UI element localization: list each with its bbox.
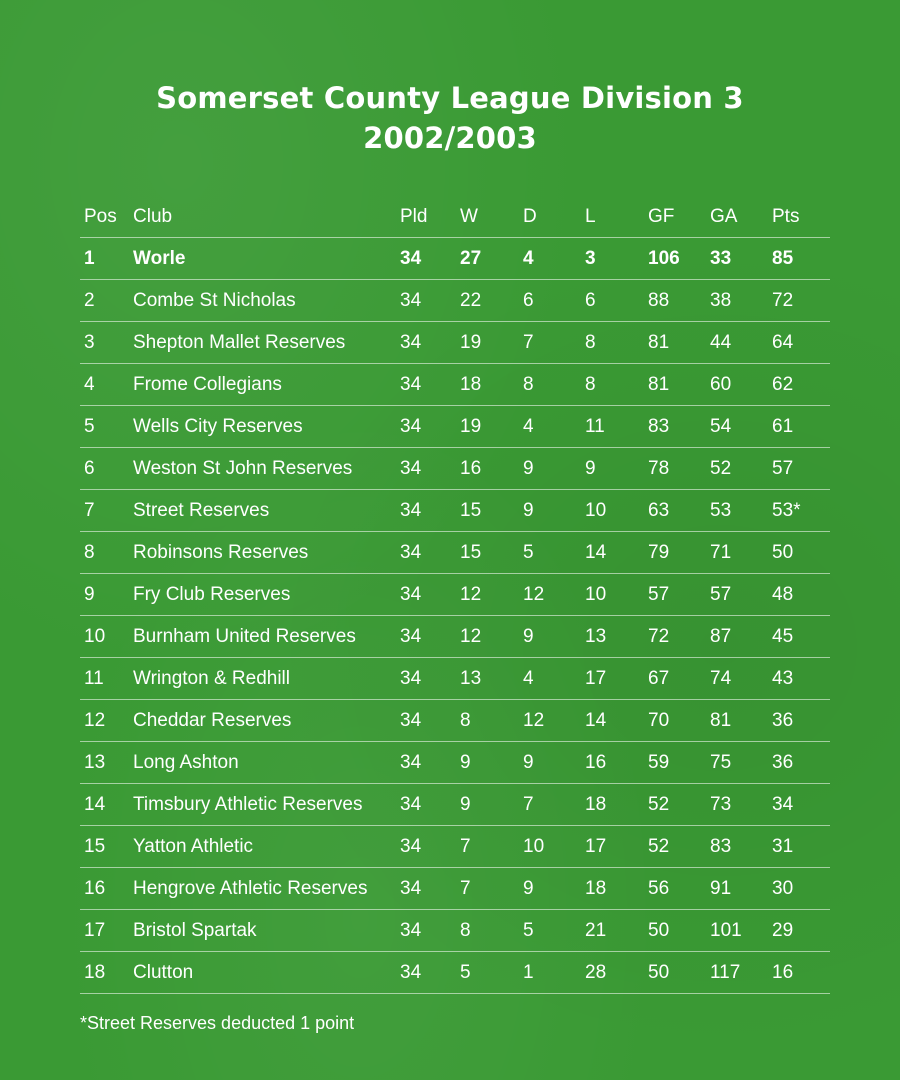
cell-ga: 33 (710, 248, 732, 269)
cell-ga: 53 (710, 500, 732, 521)
cell-pos: 11 (84, 668, 104, 689)
cell-pld: 34 (400, 626, 422, 647)
header-ga: GA (710, 206, 738, 227)
cell-ga: 91 (710, 878, 732, 899)
header-pts: Pts (772, 206, 800, 227)
cell-pld: 34 (400, 752, 422, 773)
cell-pts: 64 (772, 332, 794, 353)
cell-gf: 70 (648, 710, 670, 731)
cell-pts: 29 (772, 920, 794, 941)
footnote: *Street Reserves deducted 1 point (80, 1013, 355, 1033)
cell-club: Shepton Mallet Reserves (133, 332, 346, 353)
table-row (80, 532, 830, 574)
cell-club: Weston St John Reserves (133, 458, 353, 479)
cell-d: 7 (523, 794, 534, 815)
cell-w: 27 (460, 248, 482, 269)
cell-pos: 1 (84, 248, 95, 269)
cell-club: Long Ashton (133, 752, 239, 773)
table-row (80, 574, 830, 616)
table-row (80, 700, 830, 742)
cell-ga: 60 (710, 374, 732, 395)
cell-d: 8 (523, 374, 534, 395)
cell-pos: 16 (84, 878, 106, 899)
cell-ga: 54 (710, 416, 732, 437)
cell-d: 6 (523, 290, 534, 311)
cell-w: 16 (460, 458, 482, 479)
cell-pos: 10 (84, 626, 106, 647)
cell-d: 5 (523, 542, 534, 563)
cell-pld: 34 (400, 584, 422, 605)
cell-pos: 5 (84, 416, 95, 437)
cell-w: 7 (460, 836, 471, 857)
cell-club: Hengrove Athletic Reserves (133, 878, 368, 899)
cell-ga: 52 (710, 458, 732, 479)
cell-club: Robinsons Reserves (133, 542, 309, 563)
cell-club: Timsbury Athletic Reserves (133, 794, 363, 815)
cell-l: 18 (585, 878, 607, 899)
cell-pos: 3 (84, 332, 95, 353)
cell-l: 8 (585, 374, 596, 395)
cell-gf: 81 (648, 374, 670, 395)
cell-pld: 34 (400, 500, 422, 521)
cell-w: 8 (460, 920, 471, 941)
cell-w: 7 (460, 878, 471, 899)
league-table (80, 196, 830, 994)
table-row (80, 658, 830, 700)
cell-gf: 78 (648, 458, 670, 479)
cell-w: 18 (460, 374, 482, 395)
cell-d: 10 (523, 836, 545, 857)
cell-pld: 34 (400, 374, 422, 395)
cell-pts: 85 (772, 248, 794, 269)
cell-w: 13 (460, 668, 482, 689)
cell-pts: 61 (772, 416, 794, 437)
cell-pos: 4 (84, 374, 95, 395)
cell-d: 4 (523, 668, 534, 689)
header-l: L (585, 206, 596, 227)
cell-pts: 57 (772, 458, 794, 479)
cell-d: 9 (523, 626, 534, 647)
cell-pts: 50 (772, 542, 794, 563)
cell-pos: 17 (84, 920, 106, 941)
cell-pts: 43 (772, 668, 794, 689)
cell-pos: 15 (84, 836, 106, 857)
cell-l: 14 (585, 710, 607, 731)
table-row (80, 364, 830, 406)
cell-l: 8 (585, 332, 596, 353)
cell-club: Frome Collegians (133, 374, 282, 395)
cell-d: 12 (523, 584, 545, 605)
cell-pts: 36 (772, 710, 794, 731)
header-pos: Pos (84, 206, 117, 227)
cell-d: 9 (523, 500, 534, 521)
cell-l: 28 (585, 962, 607, 983)
cell-d: 9 (523, 458, 534, 479)
cell-pld: 34 (400, 920, 422, 941)
cell-pts: 36 (772, 752, 794, 773)
cell-club: Clutton (133, 962, 194, 983)
cell-pld: 34 (400, 836, 422, 857)
cell-club: Bristol Spartak (133, 920, 257, 941)
cell-pos: 18 (84, 962, 106, 983)
header-pld: Pld (400, 206, 428, 227)
table-row (80, 784, 830, 826)
cell-pts: 48 (772, 584, 794, 605)
cell-pld: 34 (400, 458, 422, 479)
cell-pts: 31 (772, 836, 794, 857)
cell-pld: 34 (400, 878, 422, 899)
cell-ga: 74 (710, 668, 732, 689)
cell-gf: 52 (648, 836, 670, 857)
header-gf: GF (648, 206, 675, 227)
cell-l: 13 (585, 626, 607, 647)
cell-w: 19 (460, 332, 482, 353)
cell-club: Burnham United Reserves (133, 626, 356, 647)
cell-pld: 34 (400, 332, 422, 353)
cell-pos: 7 (84, 500, 95, 521)
cell-l: 3 (585, 248, 596, 269)
cell-ga: 57 (710, 584, 732, 605)
cell-gf: 56 (648, 878, 670, 899)
cell-d: 4 (523, 416, 534, 437)
cell-d: 7 (523, 332, 534, 353)
cell-ga: 83 (710, 836, 732, 857)
cell-w: 15 (460, 500, 482, 521)
cell-d: 4 (523, 248, 534, 269)
cell-w: 22 (460, 290, 482, 311)
cell-d: 1 (523, 962, 534, 983)
cell-gf: 52 (648, 794, 670, 815)
cell-club: Wells City Reserves (133, 416, 303, 437)
cell-d: 5 (523, 920, 534, 941)
cell-l: 10 (585, 584, 607, 605)
cell-pos: 6 (84, 458, 95, 479)
title-line-2: 2002/2003 (363, 121, 537, 155)
cell-ga: 44 (710, 332, 732, 353)
cell-w: 9 (460, 752, 471, 773)
cell-pts: 72 (772, 290, 794, 311)
cell-gf: 81 (648, 332, 670, 353)
cell-pos: 2 (84, 290, 95, 311)
cell-pld: 34 (400, 416, 422, 437)
table-row (80, 280, 830, 322)
table-body (80, 238, 830, 994)
cell-gf: 88 (648, 290, 670, 311)
cell-gf: 83 (648, 416, 670, 437)
table-row (80, 742, 830, 784)
table-row (80, 490, 830, 532)
cell-pos: 9 (84, 584, 95, 605)
title-line-1: Somerset County League Division 3 (156, 81, 744, 115)
header-club: Club (133, 206, 173, 227)
table-row (80, 952, 830, 994)
table-row (80, 406, 830, 448)
cell-l: 14 (585, 542, 607, 563)
cell-pld: 34 (400, 962, 422, 983)
cell-l: 17 (585, 836, 607, 857)
cell-pts: 45 (772, 626, 794, 647)
table-row (80, 868, 830, 910)
cell-l: 17 (585, 668, 607, 689)
header-w: W (460, 206, 478, 227)
cell-ga: 38 (710, 290, 732, 311)
table-row (80, 238, 830, 280)
cell-d: 9 (523, 878, 534, 899)
cell-club: Fry Club Reserves (133, 584, 291, 605)
table-row (80, 616, 830, 658)
cell-ga: 81 (710, 710, 732, 731)
cell-pld: 34 (400, 794, 422, 815)
cell-l: 11 (585, 416, 605, 437)
cell-ga: 71 (710, 542, 732, 563)
cell-l: 18 (585, 794, 607, 815)
cell-gf: 67 (648, 668, 670, 689)
cell-gf: 57 (648, 584, 670, 605)
cell-pld: 34 (400, 710, 422, 731)
cell-d: 9 (523, 752, 534, 773)
cell-gf: 63 (648, 500, 670, 521)
table-header-row (80, 196, 830, 238)
cell-w: 5 (460, 962, 471, 983)
cell-l: 21 (585, 920, 607, 941)
table-row (80, 910, 830, 952)
cell-gf: 50 (648, 920, 670, 941)
cell-pld: 34 (400, 290, 422, 311)
cell-pts: 16 (772, 962, 794, 983)
cell-gf: 106 (648, 248, 680, 269)
cell-w: 12 (460, 626, 482, 647)
cell-club: Wrington & Redhill (133, 668, 291, 689)
cell-gf: 72 (648, 626, 670, 647)
page-title (0, 78, 900, 158)
cell-pts: 30 (772, 878, 794, 899)
cell-pld: 34 (400, 542, 422, 563)
table-row (80, 322, 830, 364)
cell-club: Cheddar Reserves (133, 710, 292, 731)
cell-ga: 117 (710, 962, 741, 983)
cell-gf: 59 (648, 752, 670, 773)
cell-w: 9 (460, 794, 471, 815)
cell-w: 8 (460, 710, 471, 731)
cell-l: 10 (585, 500, 607, 521)
cell-ga: 87 (710, 626, 732, 647)
cell-pts: 62 (772, 374, 794, 395)
table-row (80, 826, 830, 868)
cell-club: Worle (133, 248, 186, 269)
cell-d: 12 (523, 710, 545, 731)
header-d: D (523, 206, 537, 227)
cell-pos: 13 (84, 752, 106, 773)
cell-pts: 53* (772, 500, 801, 521)
cell-gf: 50 (648, 962, 670, 983)
cell-pos: 8 (84, 542, 95, 563)
cell-ga: 73 (710, 794, 732, 815)
cell-l: 6 (585, 290, 596, 311)
cell-w: 12 (460, 584, 482, 605)
cell-pos: 12 (84, 710, 106, 731)
cell-gf: 79 (648, 542, 670, 563)
cell-w: 19 (460, 416, 482, 437)
cell-w: 15 (460, 542, 482, 563)
table-row (80, 448, 830, 490)
cell-l: 9 (585, 458, 596, 479)
cell-club: Street Reserves (133, 500, 270, 521)
cell-club: Yatton Athletic (133, 836, 254, 857)
cell-l: 16 (585, 752, 607, 773)
cell-pld: 34 (400, 248, 422, 269)
cell-pos: 14 (84, 794, 106, 815)
cell-club: Combe St Nicholas (133, 290, 296, 311)
cell-ga: 101 (710, 920, 742, 941)
cell-pld: 34 (400, 668, 422, 689)
cell-ga: 75 (710, 752, 732, 773)
cell-pts: 34 (772, 794, 794, 815)
